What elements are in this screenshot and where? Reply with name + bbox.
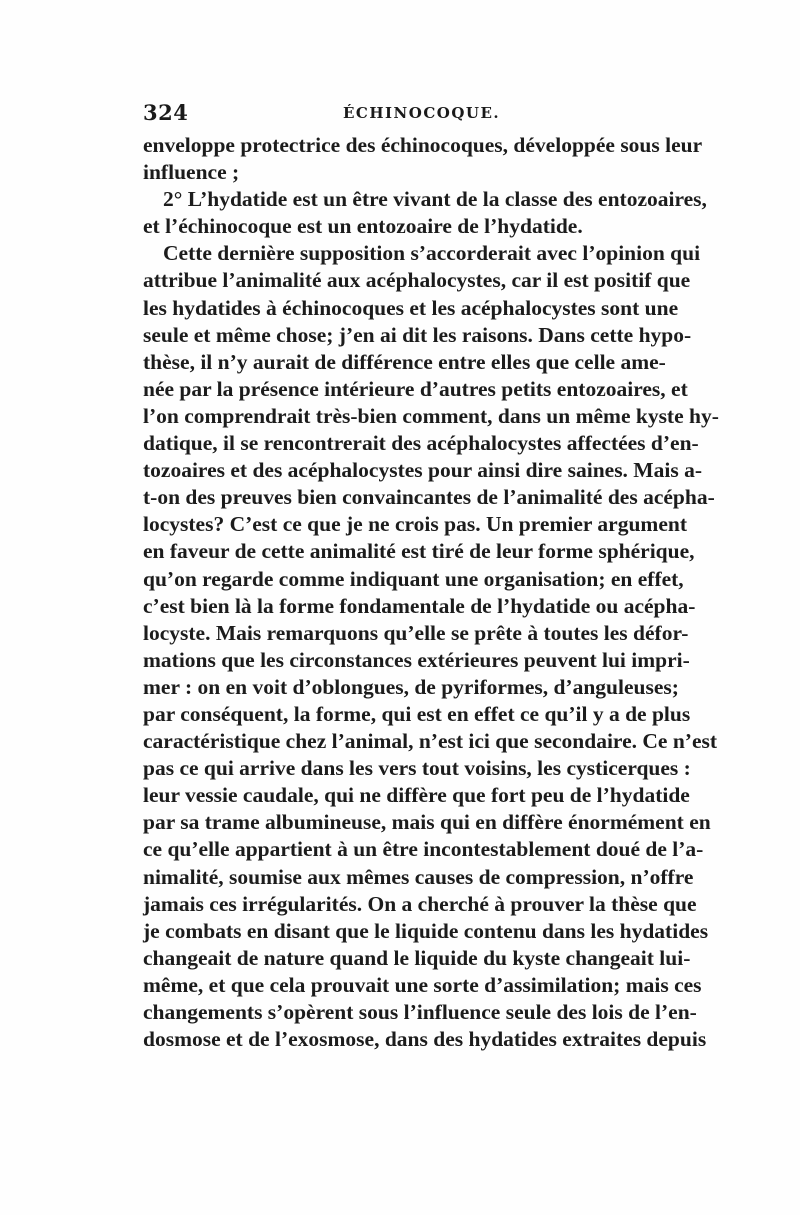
text-line: jamais ces irrégularités. On a cherché à prouver la thèse que <box>143 891 697 916</box>
text-line: par sa trame albumineuse, mais qui en diffère énormément en <box>143 810 711 835</box>
text-line: caractéristique chez l’animal, n’est ici que secondaire. Ce n’est <box>143 729 718 754</box>
text-line: en faveur de cette animalité est tiré de leur forme sphérique, <box>143 539 695 564</box>
text-line: mations que les circonstances extérieures peuvent lui impri- <box>143 647 690 672</box>
text-line: Cette dernière supposition s’accorderait avec l’opinion qui <box>163 241 701 266</box>
body-text <box>143 132 719 1053</box>
text-line: pas ce qui arrive dans les vers tout voisins, les cysticerques : <box>143 756 691 781</box>
text-line: changeait de nature quand le liquide du kyste changeait lui- <box>143 945 691 970</box>
page-header <box>143 100 660 124</box>
text-line: 2° L’hydatide est un être vivant de la classe des entozoaires, <box>163 187 707 212</box>
text-line: ce qu’elle appartient à un être incontestablement doué de l’a- <box>143 837 704 862</box>
text-line: je combats en disant que le liquide contenu dans les hydatides <box>143 918 709 943</box>
text-line: t-on des preuves bien convaincantes de l’animalité des acépha- <box>143 485 715 510</box>
text-line: leur vessie caudale, qui ne diffère que fort peu de l’hydatide <box>143 783 690 808</box>
text-line: née par la présence intérieure d’autres petits entozoaires, et <box>143 376 688 401</box>
text-line: qu’on regarde comme indiquant une organisation; en effet, <box>143 566 684 591</box>
page-number: 324 <box>143 100 189 125</box>
text-line: les hydatides à échinocoques et les acéphalocystes sont une <box>143 295 679 320</box>
text-line: par conséquent, la forme, qui est en effet ce qu’il y a de plus <box>143 701 691 726</box>
text-line: locyste. Mais remarquons qu’elle se prête à toutes les défor- <box>143 620 689 645</box>
text-line: mer : on en voit d’oblongues, de pyriformes, d’anguleuses; <box>143 674 679 699</box>
text-line: enveloppe protectrice des échinocoques, développée sous leur <box>143 133 703 157</box>
text-line: thèse, il n’y aurait de différence entre elles que celle ame- <box>143 349 666 374</box>
running-title: ÉCHINOCOQUE. <box>343 104 501 122</box>
text-line: c’est bien là la forme fondamentale de l’hydatide ou acépha- <box>143 593 696 618</box>
text-line: nimalité, soumise aux mêmes causes de compression, n’offre <box>143 864 694 889</box>
text-line: même, et que cela prouvait une sorte d’assimilation; mais ces <box>143 972 702 997</box>
text-line: l’on comprendrait très-bien comment, dans un même kyste hy- <box>143 403 719 428</box>
text-line: locystes? C’est ce que je ne crois pas. Un premier argument <box>143 512 687 537</box>
text-line: datique, il se rencontrerait des acéphalocystes affectées d’en- <box>143 431 699 456</box>
text-line: tozoaires et des acéphalocystes pour ainsi dire saines. Mais a- <box>143 458 702 483</box>
text-line: influence ; <box>143 160 240 185</box>
text-line: et l’échinocoque est un entozoaire de l’hydatide. <box>143 214 583 239</box>
text-line: changements s’opèrent sous l’influence seule des lois de l’en- <box>143 1000 697 1024</box>
text-line: seule et même chose; j’en ai dit les raisons. Dans cette hypo- <box>143 322 692 347</box>
text-line: attribue l’animalité aux acéphalocystes, car il est positif que <box>143 268 691 293</box>
text-line: dosmose et de l’exosmose, dans des hydatides extraites depuis <box>143 1027 707 1052</box>
